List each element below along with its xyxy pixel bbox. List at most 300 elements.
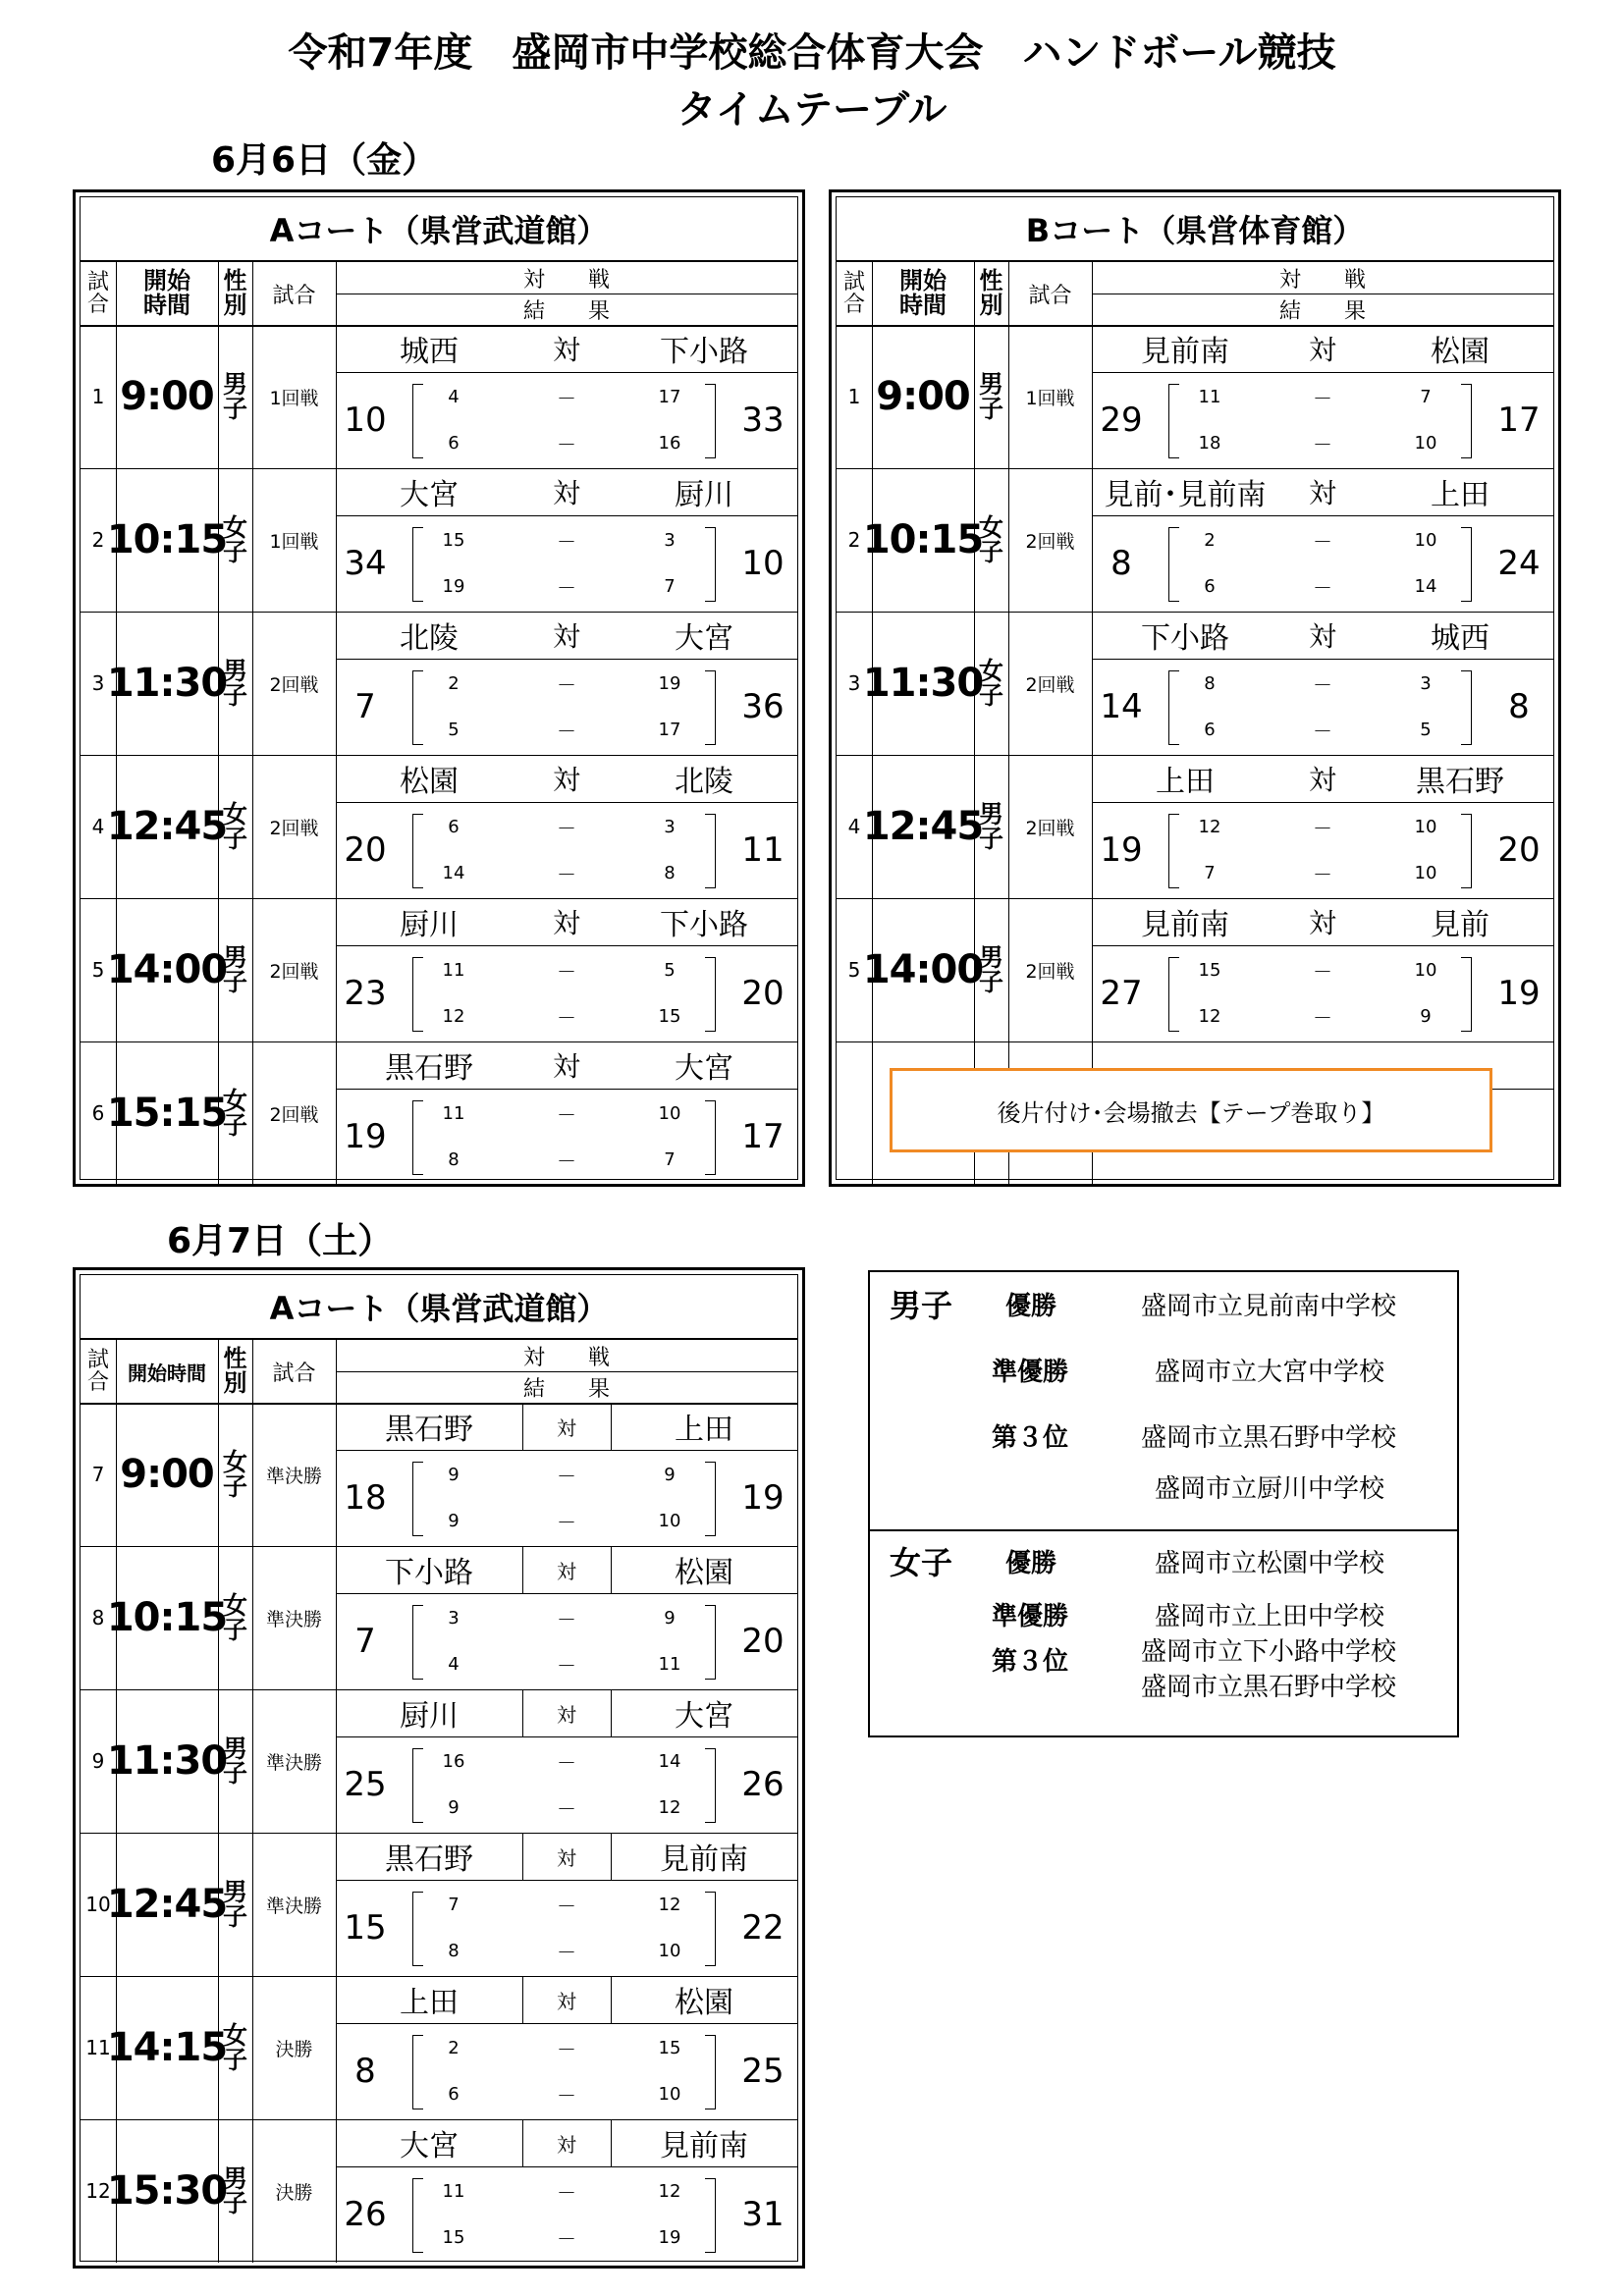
- day1-court-a-match-6-team2: 大宮: [675, 1051, 733, 1086]
- day2-court-a-match-5-half1-team2: 15: [658, 2038, 681, 2058]
- day1-court-a-match-4-gender-char: 子: [222, 825, 247, 853]
- day1-court-a-match-6-gender-char: 子: [222, 1111, 247, 1140]
- day1-court-b-table: [829, 189, 1561, 1187]
- day1-court-a-match-4-team1: 松園: [400, 765, 459, 799]
- day1-court-a-match-3-vs: 対: [552, 620, 580, 653]
- day1-court-b-match-3-gender-char: 女: [978, 657, 1003, 685]
- day1-court-a-match-1-half2-dash: －: [557, 433, 576, 456]
- day1-court-b-match-2-half2-team2: 14: [1414, 576, 1437, 597]
- grid-vertical-line: [872, 1041, 873, 1185]
- day1-court-b-match-2-half2-dash: －: [1313, 576, 1332, 600]
- day2-court-a-match-4-half1-team2: 12: [658, 1895, 681, 1915]
- day2-court-a-match-6-team2: 見前南: [660, 2129, 748, 2163]
- day1-court-a-header-round: 試合: [272, 283, 316, 308]
- day1-court-a-match-3-half1-dash: －: [557, 673, 576, 697]
- day2-court-a-match-6-score2: 31: [741, 2195, 785, 2234]
- day1-court-b-match-3-round: 2回戦: [1025, 673, 1075, 696]
- day1-court-a-match-1-vs: 対: [552, 334, 580, 366]
- day2-court-a-match-5-half1-dash: －: [557, 2038, 576, 2061]
- day1-court-a-match-6-half1-team1: 11: [442, 1103, 465, 1124]
- day2-court-a-match-4-team2: 見前南: [660, 1842, 748, 1877]
- day1-court-a-match-5-time: 14:00: [106, 947, 228, 992]
- day1-court-a-match-5-score2: 20: [741, 974, 785, 1013]
- day1-court-a-header-start-time-line: 時間: [143, 292, 190, 319]
- day2-court-a-match-3-half2-dash: －: [557, 1797, 576, 1821]
- day2-court-a-match-6-round: 決勝: [275, 2181, 313, 2204]
- day1-court-b-match-3-half1-dash: －: [1313, 673, 1332, 697]
- day2-court-a-match-5-gender-char: 子: [222, 2046, 247, 2074]
- day2-court-a-match-1-bracket-left: [412, 1462, 423, 1536]
- day1-court-b-match-1-half2-team1: 18: [1198, 433, 1221, 454]
- day1-court-a-match-6-half2-dash: －: [557, 1149, 576, 1173]
- day1-court-b-match-4-vs: 対: [1308, 764, 1336, 796]
- day1-court-b-match-2-team2: 上田: [1431, 478, 1489, 512]
- day1-court-b-match-1-gender: [974, 325, 1008, 468]
- day2-court-a-header-versus: 対 戦: [522, 1345, 610, 1370]
- day2-court-a-match-4-half1-team1: 7: [448, 1895, 460, 1915]
- day2-court-a-match-4-half1-dash: －: [557, 1895, 576, 1918]
- day2-court-a-match-2-vs: 対: [557, 1559, 576, 1583]
- day1-court-a-match-5-half1-team1: 11: [442, 960, 465, 981]
- day2-court-a-match-5-half2-dash: －: [557, 2084, 576, 2108]
- day1-court-a-match-1-gender-char: 男: [222, 370, 247, 399]
- day1-court-b-match-1-gender-char: 子: [978, 395, 1003, 423]
- day1-court-a-match-2-gender-char: 子: [222, 538, 247, 566]
- day1-court-a-match-1-bracket-left: [412, 384, 423, 458]
- day2-court-a-match-6-half2-dash: －: [557, 2227, 576, 2251]
- day2-court-a-match-3-half1-team2: 14: [658, 1751, 681, 1772]
- results-boys-third-2: 盛岡市立厨川中学校: [1155, 1474, 1385, 1504]
- day1-court-a-match-2-vs: 対: [552, 477, 580, 509]
- day1-court-a-match-3-team1: 北陵: [400, 621, 459, 656]
- day1-court-b-match-4-bracket-left: [1168, 814, 1179, 888]
- day2-court-a-match-5-time: 14:15: [106, 2025, 228, 2070]
- day2-court-a-match-4-number: 10: [85, 1893, 111, 1916]
- day1-court-a-match-5-half2-team1: 12: [442, 1006, 465, 1027]
- day1-court-a-match-3-half2-team1: 5: [448, 720, 460, 740]
- day1-court-b-match-2-team1: 見前･見前南: [1104, 478, 1267, 512]
- results-girls-third-2: 盛岡市立黒石野中学校: [1141, 1673, 1397, 1702]
- day1-court-a-match-5-round: 2回戦: [269, 960, 319, 983]
- day1-court-a-title: Aコート（県営武道館）: [81, 197, 797, 262]
- day2-court-a-match-3-half2-team1: 9: [448, 1797, 460, 1818]
- day1-court-b-header-result: 結 果: [1278, 298, 1366, 324]
- day2-court-a-match-2-time: 10:15: [106, 1595, 228, 1640]
- day1-court-b-match-1-score2: 17: [1497, 400, 1541, 440]
- results-boys-runnerup-label: 準優勝: [992, 1358, 1069, 1387]
- day1-court-b-match-3-half1-team1: 8: [1204, 673, 1216, 694]
- day1-court-a-match-2-team2: 厨川: [675, 478, 733, 512]
- day1-court-a-match-2-gender: [218, 468, 252, 612]
- day2-court-a-match-1-gender-char: 子: [222, 1472, 247, 1501]
- day1-court-a-match-2-round: 1回戦: [269, 530, 319, 553]
- day1-court-a-match-6-half1-dash: －: [557, 1103, 576, 1127]
- day1-court-b-match-5-bracket-right: [1461, 957, 1472, 1032]
- day2-court-a-match-3-score1: 25: [344, 1765, 387, 1804]
- day1-court-a-match-4-round: 2回戦: [269, 817, 319, 839]
- day1-court-a-match-3-score2: 36: [741, 687, 785, 726]
- day1-court-a-match-3-half2-team2: 17: [658, 720, 681, 740]
- day1-court-b-match-2-half1-dash: －: [1313, 530, 1332, 554]
- day1-court-b-header-round: 試合: [1028, 283, 1072, 308]
- day1-court-b-match-4-score2: 20: [1497, 830, 1541, 870]
- day1-court-a-match-6-score1: 19: [344, 1117, 387, 1156]
- day2-court-a-match-2-half2-dash: －: [557, 1654, 576, 1678]
- day2-court-a-match-6-half2-team2: 19: [658, 2227, 681, 2248]
- day1-court-a-match-1-time: 9:00: [120, 374, 214, 419]
- day1-court-b-header-gender: [974, 262, 1008, 325]
- day2-court-a-match-2-bracket-right: [705, 1605, 716, 1680]
- day1-court-b-match-2-score2: 24: [1497, 544, 1541, 583]
- day1-court-b-match-5-gender-char: 子: [978, 968, 1003, 996]
- day2-court-a-match-1-team1: 黒石野: [385, 1413, 473, 1447]
- day1-court-a-match-4-vs: 対: [552, 764, 580, 796]
- day2-court-a-header-match-no-char: 合: [86, 1370, 109, 1395]
- day1-court-a-match-1-half1-dash: －: [557, 387, 576, 410]
- day1-court-a-match-1-half1-team2: 17: [658, 387, 681, 407]
- day1-court-b-header-match-no-char: 合: [842, 293, 865, 317]
- day1-court-a-match-6-half2-team1: 8: [448, 1149, 460, 1170]
- day2-court-a-match-1-score2: 19: [741, 1478, 785, 1518]
- day1-court-b-match-2-number: 2: [847, 528, 861, 552]
- day2-court-a-match-4-gender-char: 男: [222, 1878, 247, 1906]
- day1-court-a-match-2-number: 2: [91, 528, 105, 552]
- day1-date: 6月6日（金）: [211, 140, 438, 181]
- day1-court-b-match-5-half1-team2: 10: [1414, 960, 1437, 981]
- day2-court-a-match-6-time: 15:30: [106, 2168, 228, 2214]
- day2-court-a-match-6-half1-team1: 11: [442, 2181, 465, 2202]
- day1-court-b-match-4-half2-team2: 10: [1414, 863, 1437, 883]
- results-boys-winner: 盛岡市立見前南中学校: [1141, 1292, 1397, 1321]
- day1-court-a-match-1-score1: 10: [344, 400, 387, 440]
- day2-court-a-match-1-gender: [218, 1403, 252, 1546]
- cleanup-notice: 後片付け･会場撤去【テープ巻取り】: [890, 1068, 1492, 1152]
- day1-court-b-match-4-bracket-right: [1461, 814, 1472, 888]
- day1-court-b-match-1-bracket-left: [1168, 384, 1179, 458]
- day1-court-a-match-5-half2-team2: 15: [658, 1006, 681, 1027]
- day2-court-a-match-1-time: 9:00: [120, 1452, 214, 1497]
- day1-court-a-match-4-half1-team1: 6: [448, 817, 460, 837]
- day2-court-a-match-4-half2-team1: 8: [448, 1941, 460, 1961]
- day1-court-b-match-5-round: 2回戦: [1025, 960, 1075, 983]
- day2-court-a-match-5-team2: 松園: [675, 1986, 733, 2020]
- day1-court-b-match-5-time: 14:00: [862, 947, 984, 992]
- day2-court-a-match-4-score2: 22: [741, 1908, 785, 1948]
- day1-court-b-match-1-round: 1回戦: [1025, 387, 1075, 409]
- day1-court-b-header-gender-char: 別: [979, 292, 1003, 319]
- day1-court-b-match-5-gender-char: 男: [978, 943, 1003, 972]
- day1-court-b-match-2-bracket-left: [1168, 527, 1179, 602]
- day1-court-b-match-5-vs: 対: [1308, 907, 1336, 939]
- day2-court-a-match-5-score2: 25: [741, 2052, 785, 2091]
- day1-court-a-match-3-round: 2回戦: [269, 673, 319, 696]
- day1-court-b-match-3-team1: 下小路: [1141, 621, 1229, 656]
- day2-court-a-match-3-gender: [218, 1689, 252, 1833]
- day2-date: 6月7日（土）: [167, 1221, 394, 1261]
- day1-court-b-match-4-half2-dash: －: [1313, 863, 1332, 886]
- results-girls-winner: 盛岡市立松園中学校: [1155, 1549, 1385, 1578]
- day1-court-a-match-1-half2-team2: 16: [658, 433, 681, 454]
- day2-court-a-match-5-gender-char: 女: [222, 2021, 247, 2050]
- day1-court-b-match-3-vs: 対: [1308, 620, 1336, 653]
- day2-court-a-match-4-time: 12:45: [106, 1882, 228, 1927]
- day1-court-a-match-5-half1-dash: －: [557, 960, 576, 984]
- day1-court-a-match-1-gender: [218, 325, 252, 468]
- day1-court-a-match-3-half1-team1: 2: [448, 673, 460, 694]
- day1-court-b-match-3-gender-char: 子: [978, 681, 1003, 710]
- day2-court-a-match-4-half2-team2: 10: [658, 1941, 681, 1961]
- day1-court-a-match-6-vs: 対: [552, 1050, 580, 1083]
- day2-court-a-match-3-half1-dash: －: [557, 1751, 576, 1775]
- day2-court-a-match-1-half1-team1: 9: [448, 1465, 460, 1485]
- day1-court-b-header-match-no: [837, 262, 872, 325]
- day2-court-a-match-4-round: 準決勝: [265, 1895, 322, 1917]
- day1-court-b-match-3-bracket-left: [1168, 670, 1179, 745]
- day1-court-a-match-4-gender: [218, 755, 252, 898]
- day1-court-a-match-5-vs: 対: [552, 907, 580, 939]
- day2-court-a-header-gender: [218, 1340, 252, 1403]
- day2-court-a-table: [73, 1267, 805, 2269]
- day1-court-b-match-3-half2-dash: －: [1313, 720, 1332, 743]
- day2-court-a-match-6-half1-team2: 12: [658, 2181, 681, 2202]
- day1-court-a-match-1-score2: 33: [741, 400, 785, 440]
- day1-court-a-header-result: 結 果: [522, 298, 610, 324]
- day1-court-b-match-1-half2-team2: 10: [1414, 433, 1437, 454]
- day2-court-a-match-2-bracket-left: [412, 1605, 423, 1680]
- day2-court-a-match-4-gender-char: 子: [222, 1902, 247, 1931]
- day1-court-b-match-3-half1-team2: 3: [1420, 673, 1432, 694]
- day1-court-b-match-4-half1-dash: －: [1313, 817, 1332, 840]
- day1-court-b-match-4-round: 2回戦: [1025, 817, 1075, 839]
- day2-court-a-match-2-team1: 下小路: [385, 1556, 473, 1590]
- day1-court-b-match-1-time: 9:00: [876, 374, 970, 419]
- results-boys-third-label: 第３位: [992, 1423, 1069, 1453]
- day1-court-b-header-start-time-line: 開始: [899, 266, 947, 294]
- day1-court-b-match-4-gender-char: 子: [978, 825, 1003, 853]
- day1-court-a-header-start-time-line: 開始: [143, 266, 190, 294]
- day1-court-a-match-2-bracket-left: [412, 527, 423, 602]
- day2-court-a-match-4-bracket-left: [412, 1892, 423, 1966]
- day1-court-b-match-3-gender: [974, 612, 1008, 755]
- day1-court-a-match-5-score1: 23: [344, 974, 387, 1013]
- day1-court-b-match-1-team2: 松園: [1431, 335, 1489, 369]
- day1-court-b-match-5-score2: 19: [1497, 974, 1541, 1013]
- day2-court-a-header-match-no-char: 試: [86, 1347, 109, 1372]
- day2-court-a-match-2-half1-team1: 3: [448, 1608, 460, 1629]
- day2-court-a-match-6-score1: 26: [344, 2195, 387, 2234]
- day1-court-b-match-4-team2: 黒石野: [1416, 765, 1504, 799]
- day1-court-a-header-start-time: [116, 262, 218, 325]
- day1-court-b-header-match-no-char: 試: [842, 269, 865, 294]
- day1-court-a-match-1-team1: 城西: [400, 335, 459, 369]
- day1-court-a-match-1-round: 1回戦: [269, 387, 319, 409]
- day1-court-a-match-2-score2: 10: [741, 544, 785, 583]
- day1-court-a-match-4-half2-team1: 14: [442, 863, 465, 883]
- day1-court-a-match-2-team1: 大宮: [400, 478, 459, 512]
- day1-court-b-match-2-gender: [974, 468, 1008, 612]
- day1-court-b-match-2-half2-team1: 6: [1204, 576, 1216, 597]
- day1-court-a-match-6-team1: 黒石野: [385, 1051, 473, 1086]
- day1-court-a-header-gender-char: 別: [223, 292, 247, 319]
- day1-court-a-match-4-number: 4: [91, 815, 105, 838]
- day2-court-a-match-3-bracket-left: [412, 1748, 423, 1823]
- day2-court-a-match-1-half2-team2: 10: [658, 1511, 681, 1531]
- day2-court-a-match-5-half1-team1: 2: [448, 2038, 460, 2058]
- day2-court-a-match-6-half2-team1: 15: [442, 2227, 465, 2248]
- day2-court-a-match-3-team1: 厨川: [400, 1699, 459, 1734]
- day2-court-a-match-4-bracket-right: [705, 1892, 716, 1966]
- results-girls-label: 女子: [890, 1544, 953, 1581]
- day2-court-a-match-1-half1-team2: 9: [664, 1465, 676, 1485]
- day2-court-a-match-2-gender-char: 女: [222, 1591, 247, 1620]
- day2-court-a-match-2-gender: [218, 1546, 252, 1689]
- day1-court-a-header-gender-char: 性: [223, 266, 247, 294]
- day2-court-a-match-3-bracket-right: [705, 1748, 716, 1823]
- day2-court-a-match-1-team2: 上田: [675, 1413, 733, 1447]
- day1-court-b-match-1-gender-char: 男: [978, 370, 1003, 399]
- day2-court-a-match-2-number: 8: [91, 1606, 105, 1629]
- day1-court-b-match-1-team1: 見前南: [1141, 335, 1229, 369]
- day2-court-a-match-5-bracket-left: [412, 2035, 423, 2109]
- day1-court-a-match-5-gender-char: 子: [222, 968, 247, 996]
- results-boys-third-1: 盛岡市立黒石野中学校: [1141, 1423, 1397, 1453]
- day2-court-a-match-1-score1: 18: [344, 1478, 387, 1518]
- day1-court-a-match-3-team2: 大宮: [675, 621, 733, 656]
- day1-court-a-match-6-score2: 17: [741, 1117, 785, 1156]
- day1-court-a-match-5-team1: 厨川: [400, 908, 459, 942]
- day2-court-a-match-1-half2-team1: 9: [448, 1511, 460, 1531]
- day1-court-b-match-5-team2: 見前: [1431, 908, 1489, 942]
- day1-court-a-match-4-time: 12:45: [106, 804, 228, 849]
- day1-court-b-match-1-half2-dash: －: [1313, 433, 1332, 456]
- day1-court-a-match-5-bracket-left: [412, 957, 423, 1032]
- day1-court-a-match-6-half1-team2: 10: [658, 1103, 681, 1124]
- day1-court-b-match-5-score1: 27: [1100, 974, 1143, 1013]
- day2-court-a-match-2-score2: 20: [741, 1622, 785, 1661]
- day2-court-a-match-6-bracket-right: [705, 2178, 716, 2253]
- day2-court-a-match-2-half2-team1: 4: [448, 1654, 460, 1675]
- day1-court-b-match-4-number: 4: [847, 815, 861, 838]
- day1-court-b-match-3-time: 11:30: [862, 661, 984, 706]
- day2-court-a-match-1-round: 準決勝: [265, 1465, 322, 1487]
- day2-court-a-match-4-half2-dash: －: [557, 1941, 576, 1964]
- day2-court-a-match-6-number: 12: [85, 2179, 111, 2203]
- day1-court-a-match-4-half1-team2: 3: [664, 817, 676, 837]
- day1-court-b-header-start-time: [872, 262, 974, 325]
- day1-court-a-match-2-half2-team1: 19: [442, 576, 465, 597]
- day1-court-b-match-2-vs: 対: [1308, 477, 1336, 509]
- day2-court-a-match-3-vs: 対: [557, 1702, 576, 1727]
- day2-court-a-match-1-gender-char: 女: [222, 1448, 247, 1476]
- day1-court-a-match-1-half1-team1: 4: [448, 387, 460, 407]
- day1-court-b-match-3-score2: 8: [1508, 687, 1530, 726]
- day2-court-a-match-6-bracket-left: [412, 2178, 423, 2253]
- day2-court-a-match-1-number: 7: [91, 1463, 105, 1486]
- day2-court-a-match-1-vs: 対: [557, 1415, 576, 1440]
- day1-court-a-match-1-team2: 下小路: [660, 335, 748, 369]
- day1-court-a-match-5-half2-dash: －: [557, 1006, 576, 1030]
- day1-court-a-match-4-bracket-left: [412, 814, 423, 888]
- day1-court-b-match-4-team1: 上田: [1156, 765, 1215, 799]
- day1-court-b-match-4-gender-char: 男: [978, 800, 1003, 828]
- day1-court-b-match-3-half2-team1: 6: [1204, 720, 1216, 740]
- day2-court-a-match-6-gender-char: 男: [222, 2164, 247, 2193]
- day2-court-a-match-6-team1: 大宮: [400, 2129, 459, 2163]
- day1-court-a-match-6-gender-char: 女: [222, 1087, 247, 1115]
- day1-court-b-inner-frame: [836, 196, 1554, 1180]
- day1-court-b-match-4-half1-team1: 12: [1198, 817, 1221, 837]
- day1-court-b-match-2-bracket-right: [1461, 527, 1472, 602]
- day2-court-a-match-6-gender-char: 子: [222, 2189, 247, 2217]
- day2-court-a-match-4-score1: 15: [344, 1908, 387, 1948]
- day1-court-a-match-6-half2-team2: 7: [664, 1149, 676, 1170]
- day1-court-b-match-4-score1: 19: [1100, 830, 1143, 870]
- day1-court-a-match-2-gender-char: 女: [222, 513, 247, 542]
- day1-court-a-match-3-half2-dash: －: [557, 720, 576, 743]
- day1-court-b-match-5-bracket-left: [1168, 957, 1179, 1032]
- results-girls-winner-label: 優勝: [1005, 1549, 1057, 1578]
- day1-court-a-match-3-time: 11:30: [106, 661, 228, 706]
- day1-court-b-match-1-half1-team1: 11: [1198, 387, 1221, 407]
- day2-court-a-match-6-vs: 対: [557, 2132, 576, 2157]
- day1-court-a-match-6-number: 6: [91, 1101, 105, 1125]
- day1-court-b-match-3-team2: 城西: [1431, 621, 1489, 656]
- day1-court-a-match-2-half1-dash: －: [557, 530, 576, 554]
- day2-court-a-match-5-gender: [218, 1976, 252, 2119]
- day1-court-a-match-3-number: 3: [91, 671, 105, 695]
- day1-court-a-match-2-score1: 34: [344, 544, 387, 583]
- results-boys-runnerup: 盛岡市立大宮中学校: [1155, 1358, 1385, 1387]
- day1-court-b-match-3-score1: 14: [1100, 687, 1143, 726]
- day2-court-a-match-2-half2-team2: 11: [658, 1654, 681, 1675]
- day1-court-a-match-3-gender-char: 男: [222, 657, 247, 685]
- day1-court-a-header-versus: 対 戦: [522, 267, 610, 293]
- results-girls-third-label: 第３位: [992, 1647, 1069, 1677]
- day1-court-a-match-3-bracket-left: [412, 670, 423, 745]
- day1-court-b-title: Bコート（県営体育館）: [837, 197, 1553, 262]
- day1-court-a-match-3-half1-team2: 19: [658, 673, 681, 694]
- day2-court-a-inner-frame: [80, 1274, 798, 2262]
- day1-court-a-match-6-gender: [218, 1041, 252, 1185]
- day1-court-b-match-1-score1: 29: [1100, 400, 1143, 440]
- day2-court-a-header-result: 結 果: [522, 1376, 610, 1402]
- day2-court-a-match-5-team1: 上田: [400, 1986, 459, 2020]
- day2-court-a-match-3-time: 11:30: [106, 1738, 228, 1784]
- day1-court-a-match-1-number: 1: [91, 385, 105, 408]
- day1-court-a-match-2-half2-team2: 7: [664, 576, 676, 597]
- day2-court-a-match-3-round: 準決勝: [265, 1751, 322, 1774]
- day1-court-a-match-4-half2-dash: －: [557, 863, 576, 886]
- day2-court-a-match-2-team2: 松園: [675, 1556, 733, 1590]
- grid-horizontal-line: [837, 1041, 1553, 1042]
- day1-court-b-match-5-gender: [974, 898, 1008, 1041]
- day1-court-a-match-3-gender-char: 子: [222, 681, 247, 710]
- day1-court-b-match-5-number: 5: [847, 958, 861, 982]
- day1-court-b-match-2-half1-team2: 10: [1414, 530, 1437, 551]
- day1-court-b-match-4-half2-team1: 7: [1204, 863, 1216, 883]
- day1-court-b-match-2-gender-char: 子: [978, 538, 1003, 566]
- day2-court-a-match-3-gender-char: 子: [222, 1759, 247, 1788]
- day2-court-a-match-2-half1-team2: 9: [664, 1608, 676, 1629]
- day1-court-b-match-4-half1-team2: 10: [1414, 817, 1437, 837]
- day1-court-a-match-4-team2: 北陵: [675, 765, 733, 799]
- day1-court-a-match-2-half1-team2: 3: [664, 530, 676, 551]
- day2-court-a-header-round: 試合: [272, 1361, 316, 1386]
- day2-court-a-match-6-gender: [218, 2119, 252, 2263]
- day2-court-a-match-3-number: 9: [91, 1749, 105, 1773]
- day1-court-b-match-5-team1: 見前南: [1141, 908, 1229, 942]
- day1-court-b-match-1-half1-team2: 7: [1420, 387, 1432, 407]
